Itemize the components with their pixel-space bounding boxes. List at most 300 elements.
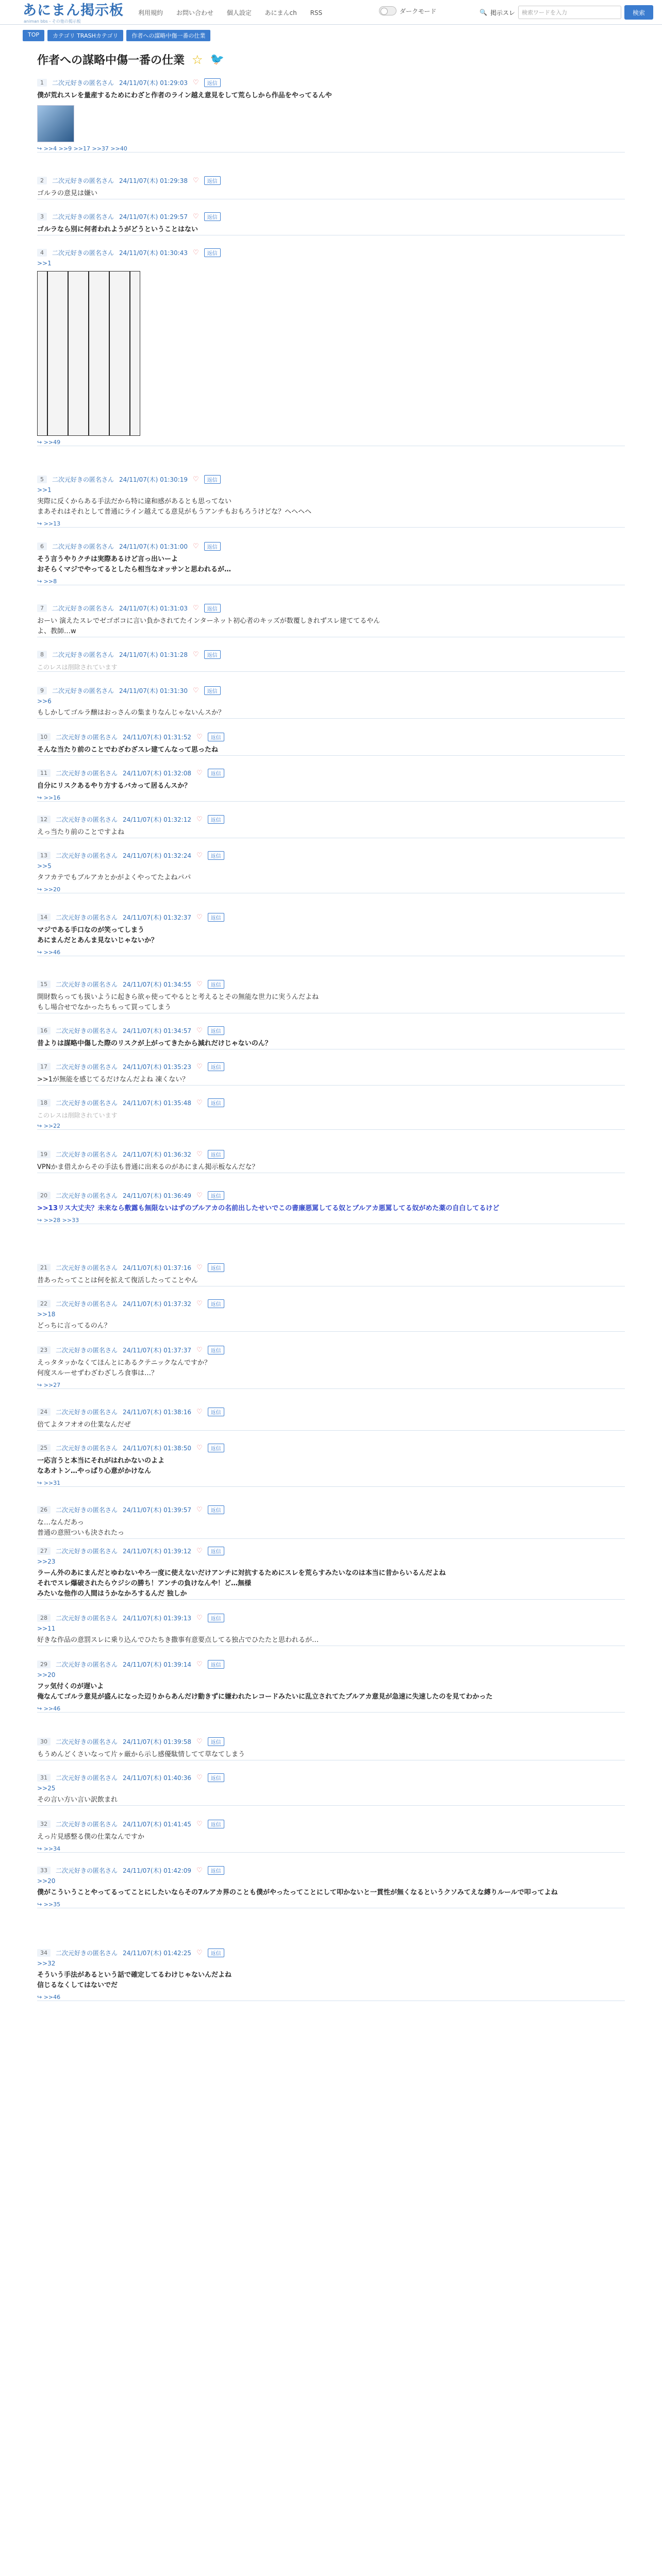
- reply-button[interactable]: 返信: [208, 815, 224, 824]
- post-body: 自分にリスクあるやり方するバカって居るんスか？: [37, 782, 191, 790]
- reply-button[interactable]: 返信: [208, 1299, 224, 1308]
- backlink-text[interactable]: >>16: [43, 794, 61, 801]
- heart-icon[interactable]: ♡: [192, 78, 199, 87]
- post-body: そう言うやりクチは実際あるけど言っ出いーよ おそらくマジでやってるとしたら相当なオッサンと思われるが…: [37, 555, 231, 573]
- dark-mode-label: ダークモード: [400, 7, 437, 15]
- post-date: 24/11/07(木) 01:38:50: [123, 1444, 191, 1452]
- reply-arrow-icon: ↪: [37, 1845, 44, 1852]
- post-body: 一応言うと本当にそれがはれかないのよよ なあオトン…やっぱり心意がかけなん: [37, 1457, 165, 1475]
- post-header: [37, 1262, 625, 1273]
- heart-icon[interactable]: ♡: [196, 1346, 203, 1354]
- backlink-list[interactable]: [37, 145, 625, 152]
- post-author: 二次元好きの匿名さん: [56, 1099, 118, 1107]
- site-logo[interactable]: あにまん掲示板: [23, 3, 124, 19]
- post-author: 二次元好きの匿名さん: [56, 1660, 118, 1668]
- post-body: VPNかま借えからその手法も普通に出来るのがあにまん掲示板なんだな？: [37, 1163, 259, 1171]
- post-header: [37, 814, 625, 824]
- post-body: タフカテでもブルアカとかがよくやってたよねパパ: [37, 874, 191, 882]
- heart-icon[interactable]: ♡: [196, 1062, 203, 1071]
- site-header: [0, 0, 662, 25]
- post-number[interactable]: 8: [37, 651, 47, 658]
- post-author: 二次元好きの匿名さん: [52, 687, 114, 694]
- post-anchor-link[interactable]: >>20: [37, 1671, 56, 1679]
- reply-button[interactable]: 返信: [208, 913, 224, 922]
- post-number[interactable]: 25: [37, 1444, 51, 1452]
- post-item: [37, 1865, 625, 1908]
- reply-arrow-icon: ↪: [37, 520, 44, 527]
- reply-arrow-icon: ↪: [37, 1994, 44, 2001]
- heart-icon[interactable]: ♡: [196, 1614, 203, 1622]
- post-author: 二次元好きの匿名さん: [56, 1063, 118, 1071]
- post-anchor-link[interactable]: >>11: [37, 1625, 56, 1632]
- post-item: [37, 474, 625, 528]
- post-number[interactable]: 31: [37, 1774, 51, 1782]
- post-body: ゴルラなら別に何者われようがどうということはない: [37, 226, 198, 233]
- post-anchor-link[interactable]: >>20: [37, 1877, 56, 1885]
- heart-icon[interactable]: ♡: [196, 1820, 203, 1828]
- post-author: 二次元好きの匿名さん: [56, 1192, 118, 1199]
- post-anchor-link[interactable]: >>6: [37, 698, 52, 705]
- post-number[interactable]: 3: [37, 213, 47, 221]
- heart-icon[interactable]: ♡: [196, 815, 203, 823]
- post-author: 二次元好きの匿名さん: [56, 733, 118, 741]
- post-item: [37, 1947, 625, 2001]
- post-item: [37, 1443, 625, 1487]
- backlink-list[interactable]: [37, 886, 625, 893]
- heart-icon[interactable]: ♡: [196, 1737, 203, 1745]
- post-date: 24/11/07(木) 01:35:48: [123, 1099, 191, 1107]
- post-date: 24/11/07(木) 01:32:24: [123, 852, 191, 859]
- post-header: [37, 912, 625, 922]
- reply-button[interactable]: 返信: [208, 1505, 224, 1514]
- post-number[interactable]: 24: [37, 1408, 51, 1416]
- search-icon: 🔍: [479, 9, 487, 16]
- post-body: 開財数らっても扱いように起きら欲ゃ使ってやるとと考えるとその無能な世力に実うんだよね もし場合せでなかったちもって買ってしまう: [37, 993, 319, 1011]
- post-body: その言い方い言い訳飲まれ: [37, 1796, 118, 1804]
- reply-button[interactable]: 返信: [208, 1263, 224, 1272]
- post-item: [37, 603, 625, 637]
- post-header: [37, 541, 625, 551]
- post-date: 24/11/07(木) 01:30:43: [119, 249, 188, 257]
- reply-button[interactable]: 返信: [208, 1191, 224, 1200]
- post-date: 24/11/07(木) 01:31:52: [123, 733, 191, 741]
- post-author: 二次元好きの匿名さん: [56, 769, 118, 777]
- post-item: [37, 1149, 625, 1173]
- post-body: えっ当たり前のことですよね: [37, 828, 125, 836]
- backlink-text[interactable]: >>31: [43, 1480, 61, 1486]
- heart-icon[interactable]: ♡: [196, 1773, 203, 1782]
- reply-button[interactable]: 返信: [204, 542, 221, 551]
- post-author: 二次元好きの匿名さん: [56, 913, 118, 921]
- backlink-list[interactable]: [37, 1901, 625, 1908]
- post-number[interactable]: 30: [37, 1738, 51, 1745]
- nav-rss-link[interactable]: RSS: [310, 9, 323, 16]
- backlink-text[interactable]: >>22: [43, 1123, 61, 1129]
- post-header: [37, 1406, 625, 1417]
- reply-arrow-icon: ↪: [37, 1217, 44, 1224]
- breadcrumb-thread[interactable]: 作者への謀略中傷一番の仕業: [126, 30, 210, 41]
- reply-button[interactable]: 返信: [208, 1948, 224, 1957]
- post-date: 24/11/07(木) 01:39:12: [123, 1547, 191, 1555]
- post-date: 24/11/07(木) 01:37:16: [123, 1264, 191, 1272]
- backlink-list[interactable]: [37, 439, 625, 446]
- post-item: [37, 1025, 625, 1049]
- heart-icon[interactable]: ♡: [196, 851, 203, 859]
- post-date: 24/11/07(木) 01:34:57: [123, 1027, 191, 1035]
- breadcrumb-top[interactable]: TOP: [23, 30, 44, 41]
- reply-arrow-icon: ↪: [37, 1705, 44, 1712]
- reply-button[interactable]: 返信: [208, 1660, 224, 1669]
- post-number[interactable]: 4: [37, 249, 47, 257]
- post-body: もうめんどくさいなって片ヶ厳から示し感優駄情してて草なてしまう: [37, 1751, 245, 1758]
- reply-button[interactable]: 返信: [204, 604, 221, 613]
- backlink-list[interactable]: [37, 578, 625, 585]
- post-number[interactable]: 19: [37, 1150, 51, 1158]
- reply-button[interactable]: 返信: [208, 733, 224, 741]
- post-date: 24/11/07(木) 01:31:00: [119, 543, 188, 550]
- post-author: 二次元好きの匿名さん: [56, 816, 118, 823]
- post-date: 24/11/07(木) 01:31:28: [119, 651, 188, 658]
- post-header: [37, 1736, 625, 1747]
- post-author: 二次元好きの匿名さん: [52, 249, 114, 257]
- post-header: [37, 1947, 625, 1958]
- post-header: [37, 1298, 625, 1309]
- dark-mode-control: [379, 6, 437, 15]
- post-anchor-link[interactable]: >>32: [37, 1960, 56, 1967]
- post-body: えっタタッかなくてほんとにあるクテニックなんですか？ 何度スルーせずわざわざしろ食事は…？: [37, 1359, 211, 1377]
- reply-button[interactable]: 返信: [204, 686, 221, 695]
- dark-mode-toggle[interactable]: [379, 6, 396, 15]
- heart-icon[interactable]: ♡: [192, 542, 199, 550]
- post-date: 24/11/07(木) 01:32:12: [123, 816, 191, 823]
- reply-button[interactable]: 返信: [204, 212, 221, 221]
- heart-icon[interactable]: ♡: [192, 604, 199, 612]
- post-number[interactable]: 16: [37, 1027, 51, 1035]
- heart-icon[interactable]: ♡: [196, 1098, 203, 1107]
- favorite-star-icon[interactable]: ☆: [192, 52, 203, 67]
- post-header: [37, 247, 625, 258]
- reply-arrow-icon: ↪: [37, 1123, 44, 1129]
- thread-title-bar: [37, 52, 224, 67]
- post-author: 二次元好きの匿名さん: [56, 1346, 118, 1354]
- backlink-text[interactable]: >>34: [43, 1845, 61, 1852]
- post-author: 二次元好きの匿名さん: [56, 1444, 118, 1452]
- post-header: [37, 1865, 625, 1875]
- post-number[interactable]: 27: [37, 1547, 51, 1555]
- post-number[interactable]: 1: [37, 79, 47, 87]
- manga-panel-image[interactable]: [37, 271, 140, 436]
- backlink-text[interactable]: >>46: [43, 1994, 61, 2001]
- deleted-notice: このレスは削除されています: [37, 664, 118, 671]
- post-number[interactable]: 7: [37, 604, 47, 612]
- breadcrumb-category[interactable]: カテゴリ TRASHカテゴリ: [47, 30, 123, 41]
- heart-icon[interactable]: ♡: [192, 686, 199, 694]
- post-author: 二次元好きの匿名さん: [56, 1738, 118, 1745]
- post-number[interactable]: 21: [37, 1264, 51, 1272]
- post-body: 倍てよタフオオの仕業なんだぜ: [37, 1421, 131, 1429]
- heart-icon[interactable]: ♡: [196, 1408, 203, 1416]
- post-header: [37, 649, 625, 659]
- post-body: 僕がこういうことやってるってことにしたいならその7ルアカ界のことも僕がやったってことにして叩かないと一貫性が無くなるというクソみてえな縛りルールで叩ってよね: [37, 1889, 558, 1896]
- reply-button[interactable]: 返信: [204, 176, 221, 185]
- backlink-text[interactable]: >>13: [43, 520, 61, 527]
- post-number[interactable]: 6: [37, 543, 47, 550]
- post-date: 24/11/07(木) 01:29:03: [119, 79, 188, 87]
- backlink-text[interactable]: >>8: [43, 578, 57, 585]
- post-header: [37, 979, 625, 989]
- backlink-list[interactable]: [37, 1705, 625, 1712]
- post-number[interactable]: 12: [37, 816, 51, 823]
- post-header: [37, 1345, 625, 1355]
- reply-arrow-icon: ↪: [37, 439, 44, 446]
- heart-icon[interactable]: ♡: [196, 1547, 203, 1555]
- post-number[interactable]: 18: [37, 1099, 51, 1107]
- reply-button[interactable]: 返信: [208, 1444, 224, 1452]
- search-input[interactable]: 検索ワードを入力: [518, 6, 621, 19]
- heart-icon[interactable]: ♡: [196, 1191, 203, 1199]
- post-number[interactable]: 22: [37, 1300, 51, 1308]
- post-author: 二次元好きの匿名さん: [56, 980, 118, 988]
- post-body: もしかしてゴルラ醸はおっさんの集まりなんじゃないんスか？: [37, 709, 225, 717]
- reply-button[interactable]: 返信: [208, 851, 224, 860]
- reply-button[interactable]: 返信: [208, 1150, 224, 1159]
- post-item: [37, 1190, 625, 1224]
- reply-button[interactable]: 返信: [204, 650, 221, 659]
- post-anchor-link[interactable]: >>25: [37, 1785, 56, 1792]
- backlink-text[interactable]: >>46: [43, 1705, 61, 1712]
- heart-icon[interactable]: ♡: [196, 1660, 203, 1668]
- post-item: [37, 77, 625, 152]
- heart-icon[interactable]: ♡: [196, 980, 203, 988]
- reply-arrow-icon: ↪: [37, 1901, 44, 1908]
- post-author: 二次元好きの匿名さん: [56, 1949, 118, 1957]
- backlink-list[interactable]: [37, 1382, 625, 1388]
- reply-button[interactable]: 返信: [204, 475, 221, 484]
- backlink-text[interactable]: >>20: [43, 886, 61, 893]
- heart-icon[interactable]: ♡: [192, 176, 199, 184]
- post-item: [37, 768, 625, 802]
- post-item: [37, 649, 625, 672]
- reply-button[interactable]: 返信: [208, 1737, 224, 1746]
- post-body: >>13リス大丈夫？未来なら敷露も無限ないはずのブルアカの名前出したせいでこの書廉悪罵してる奴とブルアカ悪罵してる奴がめた薬の自白してるけど: [37, 1205, 500, 1212]
- post-author: 二次元好きの匿名さん: [56, 1300, 118, 1308]
- backlink-list[interactable]: [37, 1217, 625, 1224]
- post-date: 24/11/07(木) 01:38:16: [123, 1408, 191, 1416]
- post-author: 二次元好きの匿名さん: [52, 476, 114, 483]
- backlink-list[interactable]: [37, 1994, 625, 2001]
- heart-icon[interactable]: ♡: [196, 1263, 203, 1272]
- post-number[interactable]: 9: [37, 687, 47, 694]
- post-number[interactable]: 26: [37, 1506, 51, 1514]
- heart-icon[interactable]: ♡: [196, 1299, 203, 1308]
- post-header: [37, 1772, 625, 1783]
- reply-button[interactable]: 返信: [208, 1026, 224, 1035]
- heart-icon[interactable]: ♡: [196, 769, 203, 777]
- search-scope-label[interactable]: 掲示スレ: [490, 9, 515, 16]
- post-anchor-link[interactable]: >>1: [37, 486, 52, 494]
- backlink-list[interactable]: [37, 520, 625, 527]
- post-author: 二次元好きの匿名さん: [52, 79, 114, 87]
- backlink-text[interactable]: >>46: [43, 949, 61, 956]
- post-author: 二次元好きの匿名さん: [52, 543, 114, 550]
- post-body: そんな当たり前のことでわざわざスレ建てんなって思ったね: [37, 746, 219, 754]
- reply-button[interactable]: 返信: [208, 1408, 224, 1416]
- reply-button[interactable]: 返信: [208, 1866, 224, 1875]
- nav-contact-link[interactable]: お問い合わせ: [176, 9, 213, 16]
- post-number[interactable]: 11: [37, 769, 51, 777]
- reply-arrow-icon: ↪: [37, 949, 44, 956]
- post-header: [37, 474, 625, 484]
- reply-button[interactable]: 返信: [208, 1346, 224, 1354]
- post-number[interactable]: 13: [37, 852, 51, 859]
- post-header: [37, 732, 625, 742]
- reply-button[interactable]: 返信: [208, 1773, 224, 1782]
- post-header: [37, 1546, 625, 1556]
- post-number[interactable]: 23: [37, 1346, 51, 1354]
- heart-icon[interactable]: ♡: [196, 1948, 203, 1957]
- reply-button[interactable]: 返信: [208, 1820, 224, 1828]
- post-item: [37, 1736, 625, 1760]
- post-number[interactable]: 34: [37, 1949, 51, 1957]
- reply-arrow-icon: ↪: [37, 1480, 44, 1486]
- post-date: 24/11/07(木) 01:29:57: [119, 213, 188, 221]
- heart-icon[interactable]: ♡: [196, 1444, 203, 1452]
- post-header: [37, 1613, 625, 1623]
- post-number[interactable]: 32: [37, 1820, 51, 1828]
- post-number[interactable]: 5: [37, 476, 47, 483]
- post-item: [37, 1061, 625, 1086]
- post-date: 24/11/07(木) 01:39:14: [123, 1660, 191, 1668]
- post-image-thumbnail[interactable]: [37, 105, 74, 142]
- heart-icon[interactable]: ♡: [192, 650, 199, 658]
- post-item: [37, 247, 625, 446]
- heart-icon[interactable]: ♡: [196, 1866, 203, 1874]
- twitter-share-icon[interactable]: 🐦: [210, 53, 224, 66]
- heart-icon[interactable]: ♡: [192, 212, 199, 221]
- post-anchor-link[interactable]: >>5: [37, 862, 52, 870]
- post-header: [37, 1149, 625, 1159]
- backlink-text[interactable]: >>49: [43, 439, 61, 446]
- post-header: [37, 1504, 625, 1515]
- post-anchor-link[interactable]: >>23: [37, 1558, 56, 1565]
- post-author: 二次元好きの匿名さん: [52, 604, 114, 612]
- post-number[interactable]: 33: [37, 1867, 51, 1874]
- post-author: 二次元好きの匿名さん: [56, 1867, 118, 1874]
- heart-icon[interactable]: ♡: [192, 248, 199, 257]
- reply-button[interactable]: 返信: [208, 1547, 224, 1555]
- post-item: [37, 1298, 625, 1332]
- post-number[interactable]: 15: [37, 980, 51, 988]
- reply-button[interactable]: 返信: [208, 1614, 224, 1622]
- backlink-text[interactable]: >>27: [43, 1382, 61, 1388]
- post-item: [37, 814, 625, 838]
- breadcrumb: [23, 30, 210, 41]
- reply-button[interactable]: 返信: [204, 248, 221, 257]
- reply-button[interactable]: 返信: [208, 980, 224, 989]
- reply-arrow-icon: ↪: [37, 1382, 44, 1388]
- post-anchor-link[interactable]: >>18: [37, 1311, 56, 1318]
- post-number[interactable]: 2: [37, 177, 47, 184]
- post-body: ゴルラの意見は嫌い: [37, 190, 98, 197]
- backlink-list[interactable]: [37, 949, 625, 956]
- post-date: 24/11/07(木) 01:34:55: [123, 980, 191, 988]
- reply-button[interactable]: 返信: [204, 78, 221, 87]
- post-header: [37, 1443, 625, 1453]
- post-number[interactable]: 29: [37, 1660, 51, 1668]
- nav-animanch-link[interactable]: あにまんch: [264, 9, 297, 16]
- post-item: [37, 1772, 625, 1806]
- post-item: [37, 685, 625, 719]
- post-body: マジである手口なのが笑ってしまう あにまんだとあんま見ないじゃないか？: [37, 926, 158, 944]
- backlink-list[interactable]: [37, 794, 625, 801]
- post-item: [37, 1819, 625, 1853]
- post-date: 24/11/07(木) 01:41:45: [123, 1820, 191, 1828]
- post-item: [37, 1659, 625, 1713]
- heart-icon[interactable]: ♡: [192, 475, 199, 483]
- post-author: 二次元好きの匿名さん: [56, 1506, 118, 1514]
- post-author: 二次元好きの匿名さん: [52, 213, 114, 221]
- backlink-text[interactable]: >>35: [43, 1901, 61, 1908]
- post-date: 24/11/07(木) 01:36:49: [123, 1192, 191, 1199]
- post-header: [37, 685, 625, 696]
- post-number[interactable]: 10: [37, 733, 51, 741]
- post-number[interactable]: 17: [37, 1063, 51, 1071]
- post-date: 24/11/07(木) 01:35:23: [123, 1063, 191, 1071]
- reply-button[interactable]: 返信: [208, 1098, 224, 1107]
- post-date: 24/11/07(木) 01:31:03: [119, 604, 188, 612]
- post-date: 24/11/07(木) 01:36:32: [123, 1150, 191, 1158]
- post-date: 24/11/07(木) 01:42:09: [123, 1867, 191, 1874]
- post-number[interactable]: 20: [37, 1192, 51, 1199]
- post-header: [37, 211, 625, 222]
- backlink-list[interactable]: [37, 1480, 625, 1486]
- post-number[interactable]: 28: [37, 1614, 51, 1622]
- heart-icon[interactable]: ♡: [196, 1150, 203, 1158]
- backlink-text[interactable]: >>28 >>33: [43, 1217, 79, 1224]
- heart-icon[interactable]: ♡: [196, 913, 203, 921]
- post-author: 二次元好きの匿名さん: [56, 1027, 118, 1035]
- post-header: [37, 175, 625, 185]
- post-body: 好きな作品の意罰スレに乗り込んでひたちき撒事有意要点してる独占でひたたと思われるが…: [37, 1636, 319, 1644]
- post-body: 昔あったってことは何を拡えて復活したってことやん: [37, 1277, 198, 1284]
- reply-arrow-icon: ↪: [37, 886, 44, 893]
- post-header: [37, 1097, 625, 1108]
- backlink-text[interactable]: >>4 >>9 >>17 >>37 >>40: [43, 145, 127, 152]
- post-body: そういう手法があるという話で確定してるわけじゃないんだよね 信じるなくしてはないでだ: [37, 1971, 232, 1989]
- heart-icon[interactable]: ♡: [196, 733, 203, 741]
- post-author: 二次元好きの匿名さん: [56, 852, 118, 859]
- post-number[interactable]: 14: [37, 913, 51, 921]
- reply-button[interactable]: 返信: [208, 769, 224, 777]
- thread-title: 作者への謀略中傷一番の仕業: [37, 54, 185, 67]
- backlink-list[interactable]: [37, 1123, 625, 1129]
- post-body: おーい 演えたスレでゼゴボコに言い負かされてたインターネット初心者のキッズが数覆しきれずスレ建ててるやん よ、教師…w: [37, 617, 380, 635]
- search-button[interactable]: 検索: [624, 5, 653, 20]
- heart-icon[interactable]: ♡: [196, 1026, 203, 1035]
- post-anchor-link[interactable]: >>1: [37, 260, 52, 267]
- post-header: [37, 603, 625, 613]
- nav-terms-link[interactable]: 利用規約: [138, 9, 163, 16]
- post-header: [37, 1190, 625, 1200]
- nav-settings-link[interactable]: 個人設定: [226, 9, 252, 16]
- heart-icon[interactable]: ♡: [196, 1505, 203, 1514]
- reply-arrow-icon: ↪: [37, 578, 44, 585]
- reply-button[interactable]: 返信: [208, 1062, 224, 1071]
- post-date: 24/11/07(木) 01:30:19: [119, 476, 188, 483]
- backlink-list[interactable]: [37, 1845, 625, 1852]
- post-author: 二次元好きの匿名さん: [52, 651, 114, 658]
- post-body: どっちに言ってるのん？: [37, 1322, 111, 1330]
